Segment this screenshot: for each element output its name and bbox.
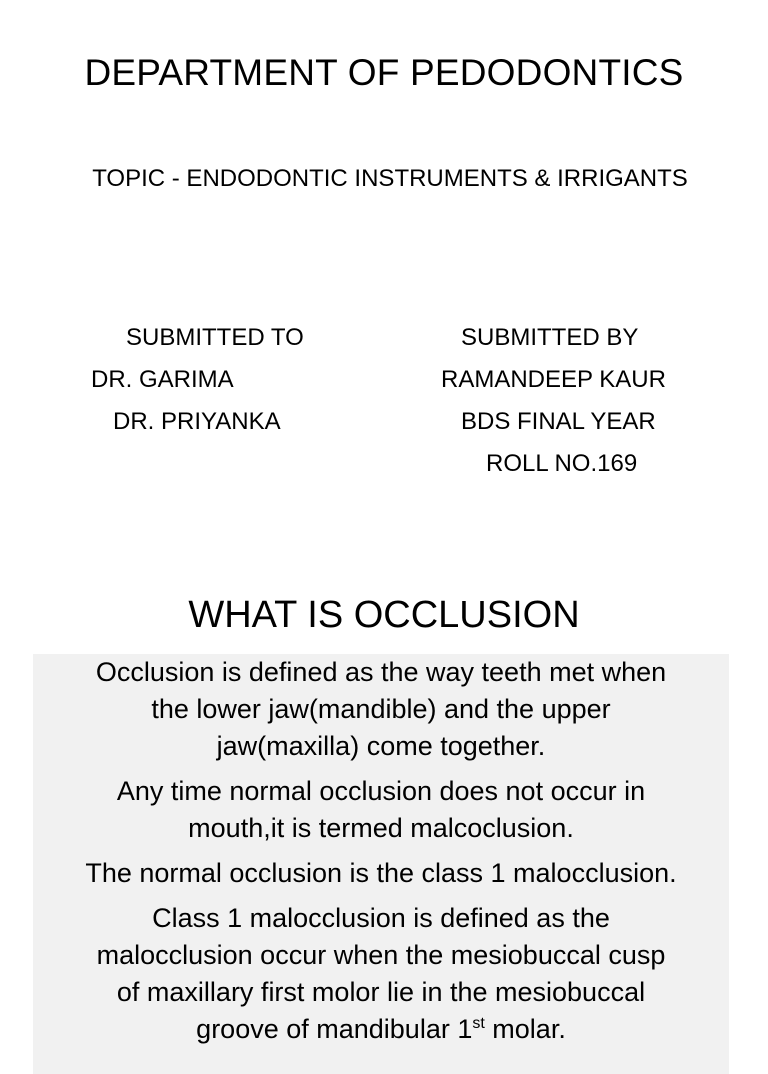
paragraph-2	[33, 773, 729, 847]
text-line-cutoff	[33, 1011, 729, 1048]
submitted-to-name-2: DR. PRIYANKA	[113, 408, 281, 435]
submitted-to-heading: SUBMITTED TO	[126, 324, 304, 351]
slide-what-is-occlusion	[0, 576, 768, 1044]
paragraph-4	[33, 900, 729, 1048]
paragraph-1	[33, 654, 729, 765]
text-line: malocclusion occur when the mesiobuccal cusp	[96, 940, 666, 970]
submitted-to-name-1: DR. GARIMA	[91, 366, 234, 393]
submitted-by-roll: ROLL NO.169	[486, 450, 638, 477]
superscript-ordinal: st	[472, 1015, 485, 1032]
text-line: jaw(maxilla) come together.	[216, 731, 546, 761]
paragraph-3	[33, 855, 729, 892]
text-line: Occlusion is defined as the way teeth met when	[95, 657, 667, 687]
submitted-by-heading: SUBMITTED BY	[461, 324, 639, 351]
content-text	[33, 654, 729, 1056]
content-box	[33, 654, 729, 1074]
text-line: Any time normal occlusion does not occur in	[116, 776, 646, 806]
text-line: of maxillary first molor lie in the mesiobuccal	[116, 977, 646, 1007]
text-fragment: molar.	[484, 1014, 566, 1044]
submitted-by-year: BDS FINAL YEAR	[461, 408, 656, 435]
department-title: DEPARTMENT OF PEDODONTICS	[84, 52, 684, 93]
text-line: mouth,it is termed malcoclusion.	[188, 813, 574, 843]
text-line: The normal occlusion is the class 1 malocclusion.	[85, 858, 677, 888]
text-line: Class 1 malocclusion is defined as the	[152, 903, 610, 933]
text-line: the lower jaw(mandible) and the upper	[151, 694, 611, 724]
text-fragment: groove of mandibular 1	[196, 1014, 473, 1044]
slide-title: WHAT IS OCCLUSION	[188, 594, 580, 636]
topic-text: TOPIC - ENDODONTIC INSTRUMENTS & IRRIGANTS	[92, 165, 688, 192]
submitted-by-name: RAMANDEEP KAUR	[441, 366, 666, 393]
